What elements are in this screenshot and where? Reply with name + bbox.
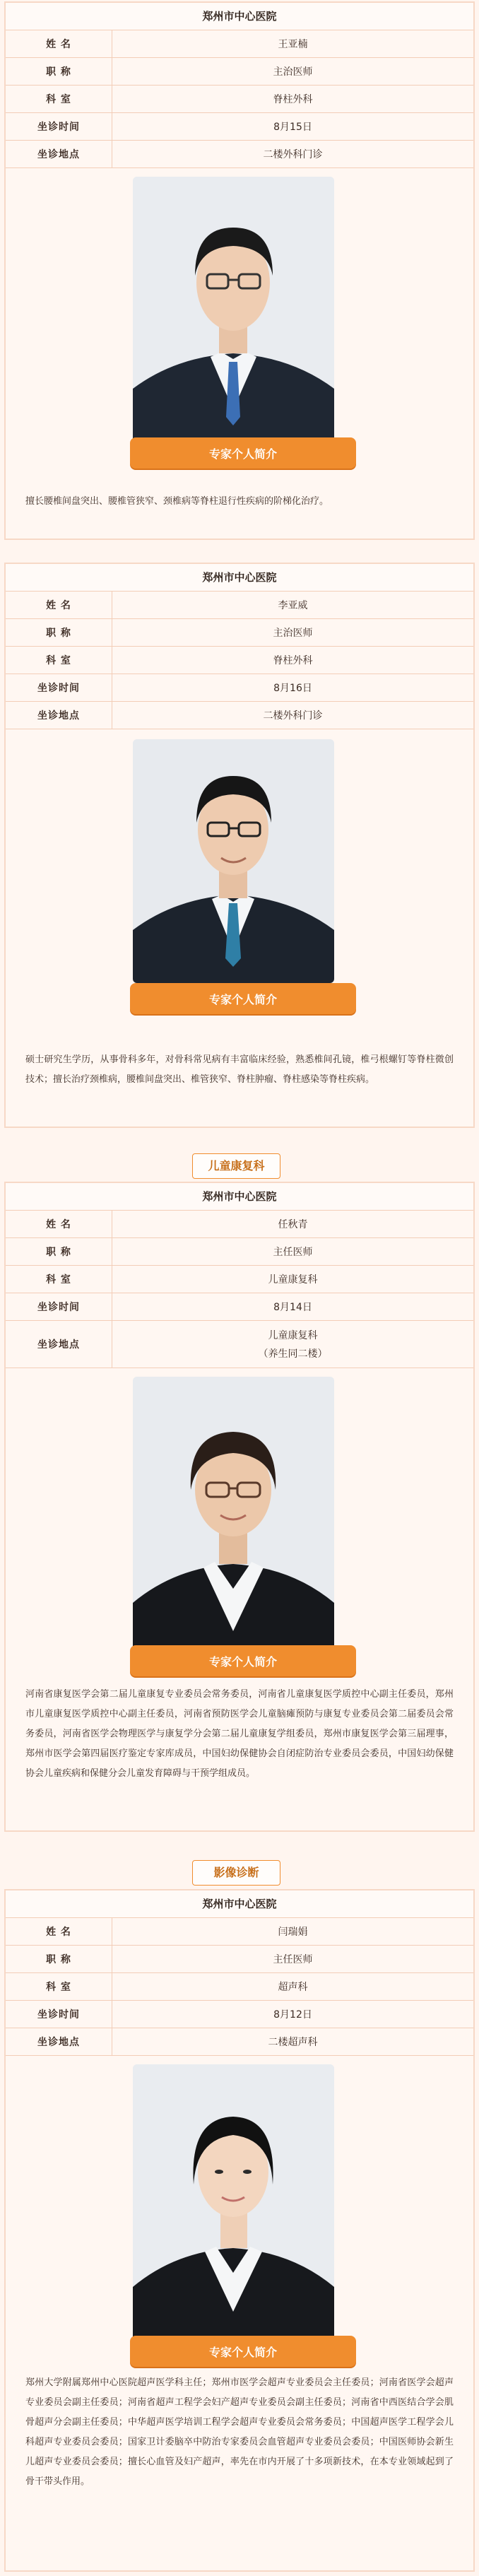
- clinic-place: 二楼超声科: [268, 2037, 318, 2048]
- doctor-photo: [133, 177, 334, 449]
- label-place: 坐诊地点: [6, 2028, 112, 2055]
- photo-area: [6, 1368, 473, 1651]
- photo-area: [6, 729, 473, 1012]
- doctor-card-4: [4, 1889, 475, 2572]
- portrait-male-1: [133, 177, 334, 449]
- clinic-time: 8月14日: [273, 1302, 312, 1313]
- doctor-dept: 超声科: [278, 1982, 308, 1993]
- section-tag-imaging: 影像诊断: [192, 1860, 280, 1886]
- doctor-photo: [133, 739, 334, 983]
- row-title: [6, 619, 473, 647]
- clinic-time: 8月15日: [273, 122, 312, 133]
- doctor-card-1: [4, 1, 475, 540]
- row-dept: [6, 1266, 473, 1293]
- row-place: [6, 141, 473, 168]
- doctor-name: 闫瑞娟: [278, 1927, 308, 1938]
- doctor-title: 主任医师: [273, 1247, 313, 1258]
- label-title: 职 称: [6, 1946, 112, 1972]
- doctor-dept: 脊柱外科: [273, 94, 313, 105]
- intro-button[interactable]: 专家个人简介: [130, 2336, 356, 2367]
- row-name: [6, 1211, 473, 1238]
- label-place: 坐诊地点: [6, 702, 112, 729]
- label-time: 坐诊时间: [6, 113, 112, 140]
- row-place: [6, 1321, 473, 1368]
- portrait-male-2: [133, 739, 334, 983]
- doctor-card-3: [4, 1182, 475, 1832]
- doctor-title: 主治医师: [273, 66, 313, 78]
- label-title: 职 称: [6, 1238, 112, 1265]
- row-time: [6, 1293, 473, 1321]
- clinic-place-note: （养生同二楼）: [258, 1348, 328, 1360]
- row-time: [6, 2001, 473, 2028]
- doctor-dept: 儿童康复科: [268, 1274, 318, 1286]
- doctor-intro: 郑州大学附属郑州中心医院超声医学科主任；郑州市医学会超声专业委员会主任委员；河南省医学会超声专业委员会副主任委员；河南省超声工程学会妇产超声专业委员会副主任委员；河南省中西医结合学会肌骨超声分会副主任委员；中华超声医学培训工程学会超声专业委员会常务委员；中国超声医学工程学会儿科超声专业委员会委员；国家卫计委脑卒中防治专家委员会血管超声专业委员会委员；中国医师协会新生儿超声专业委员会委员；擅长心血管及妇产超声，率先在市内开展了十多项新技术，在本专业领域起到了骨干带头作用。: [25, 2377, 454, 2487]
- doctor-photo: [133, 2064, 334, 2343]
- label-dept: 科 室: [6, 1266, 112, 1293]
- row-dept: [6, 647, 473, 674]
- hospital-title: 郑州市中心医院: [6, 1183, 473, 1211]
- label-time: 坐诊时间: [6, 674, 112, 701]
- label-title: 职 称: [6, 58, 112, 85]
- row-dept: [6, 1973, 473, 2001]
- doctor-name: 王亚楠: [278, 39, 308, 50]
- row-place: [6, 2028, 473, 2056]
- label-dept: 科 室: [6, 1973, 112, 2000]
- row-name: [6, 1918, 473, 1946]
- label-dept: 科 室: [6, 647, 112, 674]
- portrait-female-1: [133, 1377, 334, 1659]
- clinic-time: 8月12日: [273, 2009, 312, 2021]
- hospital-title: 郑州市中心医院: [6, 1890, 473, 1918]
- doctor-name: 李亚威: [278, 600, 308, 611]
- row-time: [6, 113, 473, 141]
- row-place: [6, 702, 473, 729]
- row-name: [6, 30, 473, 58]
- label-place: 坐诊地点: [6, 141, 112, 167]
- row-title: [6, 1946, 473, 1973]
- label-dept: 科 室: [6, 86, 112, 112]
- clinic-place: 二楼外科门诊: [263, 710, 323, 722]
- label-name: 姓 名: [6, 1211, 112, 1237]
- label-time: 坐诊时间: [6, 2001, 112, 2028]
- row-dept: [6, 86, 473, 113]
- doctor-card-2: [4, 563, 475, 1128]
- doctor-title: 主任医师: [273, 1954, 313, 1965]
- doctor-photo: [133, 1377, 334, 1659]
- photo-area: [6, 168, 473, 451]
- doctor-name: 任秋青: [278, 1219, 308, 1230]
- intro-button[interactable]: 专家个人简介: [130, 983, 356, 1014]
- label-name: 姓 名: [6, 30, 112, 57]
- row-title: [6, 58, 473, 86]
- label-name: 姓 名: [6, 1918, 112, 1945]
- clinic-place: 儿童康复科: [268, 1330, 318, 1341]
- intro-button[interactable]: 专家个人简介: [130, 1645, 356, 1676]
- row-time: [6, 674, 473, 702]
- photo-area: [6, 2056, 473, 2339]
- doctor-intro: 硕士研究生学历，从事骨科多年，对骨科常见病有丰富临床经验，熟悉椎间孔镜，椎弓根螺钉等脊柱微创技术；擅长治疗颈椎病，腰椎间盘突出、椎管狭窄、脊柱肿瘤、脊柱感染等脊柱疾病。: [25, 1054, 454, 1085]
- clinic-time: 8月16日: [273, 683, 312, 694]
- section-tag-pediatric-rehab: 儿童康复科: [192, 1153, 280, 1179]
- portrait-female-2: [133, 2064, 334, 2343]
- clinic-place: 二楼外科门诊: [263, 149, 323, 160]
- row-title: [6, 1238, 473, 1266]
- label-title: 职 称: [6, 619, 112, 646]
- label-place: 坐诊地点: [6, 1321, 112, 1368]
- doctor-intro: 擅长腰椎间盘突出、腰椎管狭窄、颈椎病等脊柱退行性疾病的阶梯化治疗。: [25, 496, 329, 507]
- doctor-dept: 脊柱外科: [273, 655, 313, 666]
- doctor-title: 主治医师: [273, 628, 313, 639]
- label-name: 姓 名: [6, 592, 112, 618]
- hospital-title: 郑州市中心医院: [6, 564, 473, 592]
- hospital-title: 郑州市中心医院: [6, 3, 473, 30]
- doctor-intro: 河南省康复医学会第二届儿童康复专业委员会常务委员，河南省儿童康复医学质控中心副主任委员，郑州市儿童康复医学质控中心副主任委员，河南省预防医学会儿童脑瘫预防与康复专业委员会第二届委员会常务委员，河南省医学会物理医学与康复学分会第二届儿童康复学组委员，郑州市康复医学会第三届理事，郑州市医学会第四届医疗鉴定专家库成员，中国妇幼保健协会自闭症防治专业委员会委员，中国妇幼保健协会儿童疾病和保健分会儿童发育障碍与干预学组成员。: [25, 1689, 454, 1779]
- intro-button[interactable]: 专家个人简介: [130, 437, 356, 469]
- label-time: 坐诊时间: [6, 1293, 112, 1320]
- row-name: [6, 592, 473, 619]
